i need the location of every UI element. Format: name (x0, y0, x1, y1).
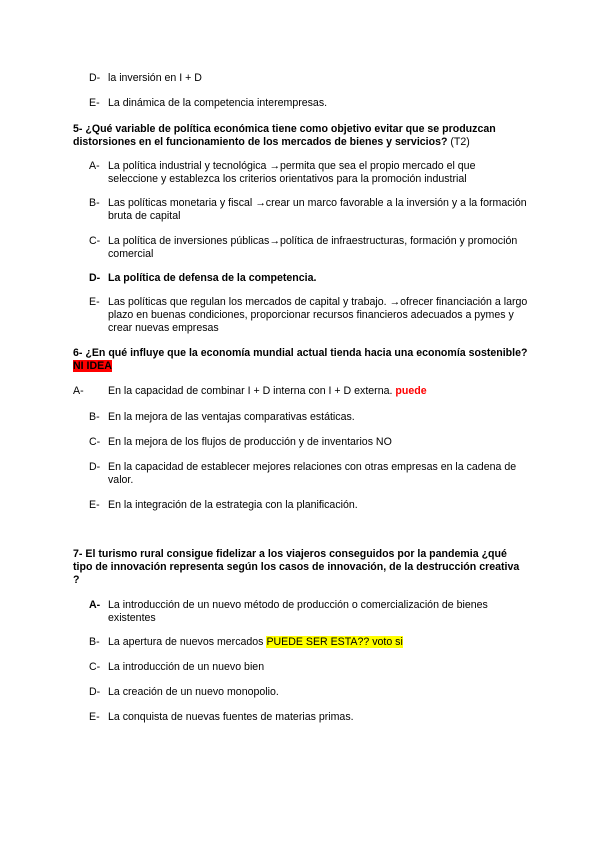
option-text: En la mejora de los flujos de producción y de inventarios NO (108, 436, 392, 448)
question-tag: NI IDEA (73, 360, 112, 372)
question-5 (73, 123, 528, 149)
question-text: ¿Qué variable de política económica tiene como objetivo evitar que se produzcan distorsiones en el funcionamiento de los mercados de bienes y servicios? (73, 123, 496, 148)
question-text: ¿En qué influye que la economía mundial actual tienda hacia una economía sostenible? (85, 347, 528, 359)
option-text: La política industrial y tecnológica →permita que sea el propio mercado el que seleccione y establezca los criterios orientativos para la promoción industrial (108, 160, 476, 185)
option-letter: D- (89, 72, 101, 84)
option-letter: B- (89, 411, 100, 423)
option-text-wrap (108, 636, 528, 649)
option-text: La política de inversiones públicas→política de infraestructuras, formación y promoción comercial (108, 235, 518, 260)
option-letter: D- (89, 686, 101, 698)
option-letter: A- (89, 599, 101, 611)
question-number: 6- (73, 347, 83, 359)
question-7 (73, 548, 528, 587)
option-text: En la mejora de las ventajas comparativas estáticas. (108, 411, 355, 423)
option-letter: A- (73, 385, 84, 397)
option-letter: E- (89, 711, 100, 723)
question-number: 5- (73, 123, 83, 135)
question-6 (73, 347, 528, 373)
question-note: (T2) (447, 136, 470, 148)
option-text: La dinámica de la competencia interempresas. (108, 97, 328, 109)
option-letter: D- (89, 461, 101, 473)
option-note: PUEDE SER ESTA?? voto si (266, 636, 403, 648)
option-letter: C- (89, 235, 101, 247)
option-letter: A- (89, 160, 100, 172)
option-letter: E- (89, 296, 100, 308)
option-letter: D- (89, 272, 101, 284)
option-text: La conquista de nuevas fuentes de materias primas. (108, 711, 354, 723)
option-text: La apertura de nuevos mercados (108, 636, 264, 648)
question-number: 7- (73, 548, 83, 560)
option-text: En la capacidad de combinar I + D interna con I + D externa. (108, 385, 393, 397)
option-letter: C- (89, 436, 101, 448)
option-letter: E- (89, 97, 100, 109)
option-letter: E- (89, 499, 100, 511)
option-text: la inversión en I + D (108, 72, 202, 84)
option-text: La política de defensa de la competencia. (108, 272, 317, 284)
option-letter: B- (89, 197, 100, 209)
question-text: El turismo rural consigue fidelizar a los viajeros conseguidos por la pandemia ¿qué tipo de innovación representa según los casos de innovación, de la destrucción creativa ? (73, 548, 520, 586)
option-text: La introducción de un nuevo método de producción o comercialización de bienes existentes (108, 599, 488, 624)
option-text: La creación de un nuevo monopolio. (108, 686, 279, 698)
option-text: La introducción de un nuevo bien (108, 661, 265, 673)
option-text: Las políticas que regulan los mercados de capital y trabajo. →ofrecer financiación a largo plazo en buenas condiciones, proporcionar recursos financieros adecuados a pymes y crear nuevas empresas (108, 296, 528, 334)
option-text: En la integración de la estrategia con la planificación. (108, 499, 358, 511)
option-letter: B- (89, 636, 100, 648)
option-text: Las políticas monetaria y fiscal →crear un marco favorable a la inversión y a la formación bruta de capital (108, 197, 527, 222)
option-text: En la capacidad de establecer mejores relaciones con otras empresas en la cadena de valor. (108, 461, 517, 486)
option-text-wrap (108, 385, 528, 398)
option-letter: C- (89, 661, 101, 673)
option-note: puede (395, 385, 427, 397)
